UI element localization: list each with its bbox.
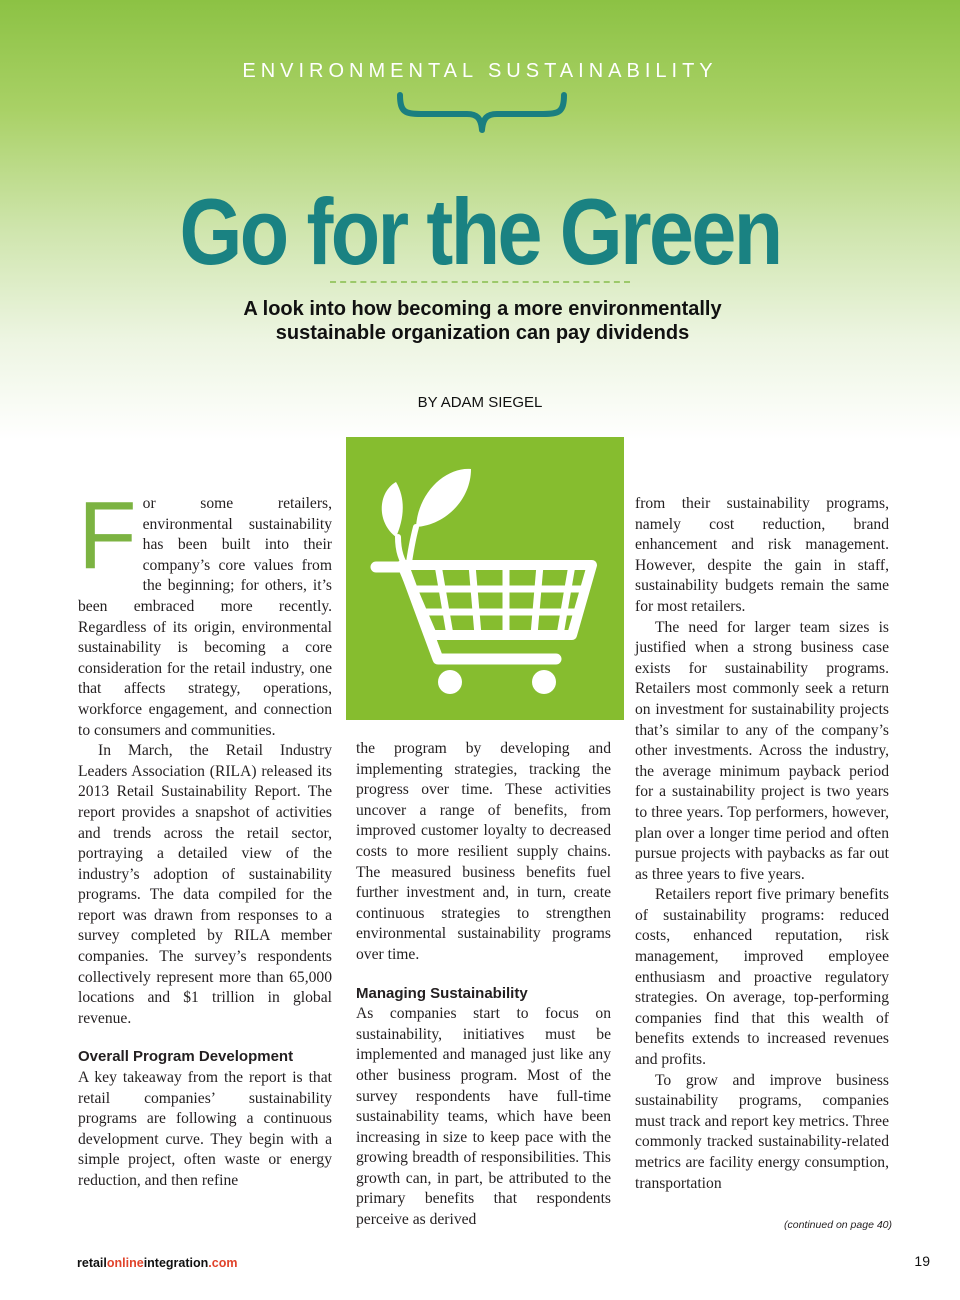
drop-cap: F — [78, 482, 137, 589]
hero-image — [346, 437, 624, 720]
brace-ornament-icon — [397, 92, 567, 134]
url-part: retail — [77, 1256, 107, 1270]
body-paragraph: A key takeaway from the report is that retail companies’ sustainability programs are following a continuous development curve. They begin with a simple project, often waste or energy reduction, and then refine — [78, 1069, 332, 1189]
body-paragraph: To grow and improve business sustainability programs, companies must track and report key metrics. Three commonly tracked sustainability-related metrics are facility energy consumption, transportation — [635, 1071, 889, 1192]
left-column — [78, 482, 332, 1192]
body-paragraph: As companies start to focus on sustainability, initiatives must be implemented and managed just like any other business program. Most of the survey respondents have full-time sustainability teams, which have been increasing in size to keep pace with the growing breadth of responsibilities. This growth can, in part, be attributed to the primary benefits that respondents perceive as derived — [356, 1005, 611, 1229]
section-heading: Managing Sustainability — [356, 984, 528, 1002]
byline: BY ADAM SIEGEL — [417, 394, 543, 411]
body-paragraph: the program by developing and implementing strategies, tracking the progress over time. These activities uncover a range of benefits, from improved customer loyalty to decreased costs to more resilient supply chains. The measured business benefits fuel further investment and, in turn, create continuous strategies to strengthen environmental sustainability programs over time. — [356, 740, 611, 963]
shopping-cart-with-leaves-icon — [346, 437, 624, 720]
url-part: .com — [208, 1256, 238, 1270]
article-subtitle: A look into how becoming a more environmentally sustainable organization can pay dividends — [243, 298, 722, 344]
title-divider — [330, 281, 630, 283]
article-title: Go for the Green — [179, 179, 781, 284]
body-paragraph: In March, the Retail Industry Leaders Association (RILA) released its 2013 Retail Sustainability Report. The report provides a snapshot of activities and trends across the retail sector, portraying a detailed view of the industry’s adoption of sustainability programs. The data compiled for the report was drawn from responses to a survey completed by RILA member companies. The survey’s respondents collectively represent more than 65,000 locations and $1 trillion in global revenue. — [78, 742, 332, 1027]
body-paragraph: or some retailers, environmental sustainability has been built into their company’s core values from the beginning; for others, it’s been embraced more recently. Regardless of its origin, environmental sustainability is becoming a core consideration for the retail industry, one that affects strategy, operations, workforce engagement, and connection to consumers and communities. — [78, 495, 332, 739]
section-kicker: ENVIRONMENTAL SUSTAINABILITY — [242, 60, 718, 82]
continued-note: (continued on page 40) — [784, 1219, 892, 1231]
middle-column — [356, 739, 611, 1231]
section-heading: Overall Program Development — [78, 1048, 294, 1066]
body-paragraph: from their sustainability programs, namely cost reduction, brand enhancement and risk management. However, despite the gain in staff, sustainability budgets remain the same for most retailers. — [635, 495, 889, 615]
body-paragraph: The need for larger team sizes is justified when a strong business case exists for sustainability programs. Retailers most commonly seek a return on investment for sustainability projects that’s similar to any of the company’s other investments. Across the industry, the average minimum payback period for a sustainability project is two years to three years. Top performers, however, plan over a longer time period and often pursue projects with paybacks as far out as three years to five years. — [635, 618, 889, 883]
right-column — [635, 494, 889, 1194]
footer-website[interactable] — [77, 1256, 237, 1270]
url-part: online — [106, 1256, 144, 1270]
url-part: integration — [143, 1256, 209, 1270]
page-number: 19 — [914, 1253, 930, 1269]
body-paragraph: Retailers report five primary benefits of sustainability programs: reduced costs, enhanced reputation, risk management, improved employee enthusiasm and proactive regulatory strategies. On average, top-performing companies find that this wealth of benefits extends to increased revenues and profits. — [635, 886, 889, 1069]
